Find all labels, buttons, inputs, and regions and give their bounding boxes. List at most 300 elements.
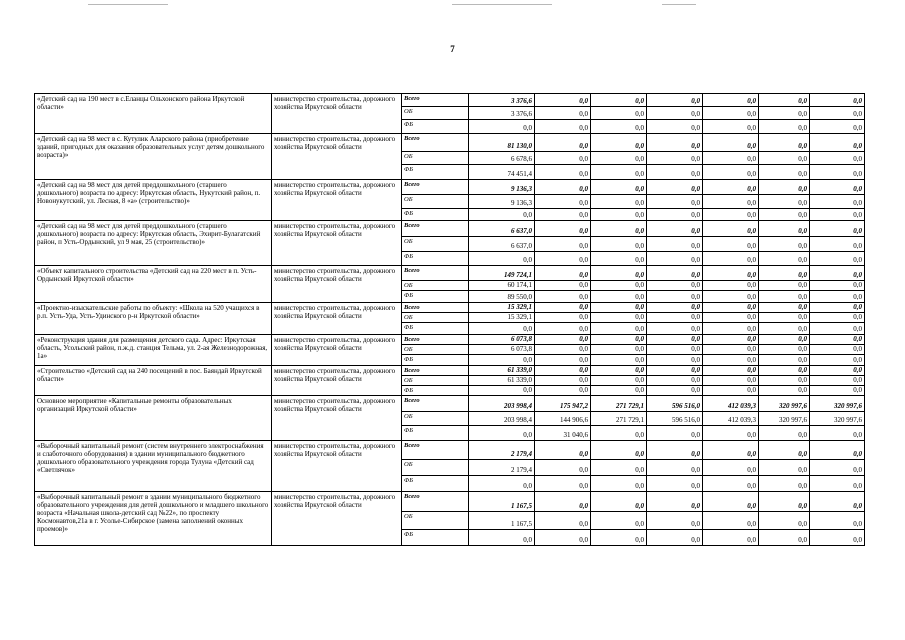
- amount-cell: 0,0: [591, 386, 647, 396]
- amount-cell: 596 516,0: [647, 412, 703, 426]
- funding-source: ФБ: [402, 530, 469, 546]
- amount-cell: 0,0: [759, 386, 810, 396]
- funding-source: ФБ: [402, 291, 469, 303]
- amount-cell: 0,0: [810, 313, 865, 323]
- amount-cell: 2 179,4: [469, 460, 535, 476]
- funding-source: ОБ: [402, 412, 469, 426]
- amount-cell: 0,0: [647, 195, 703, 209]
- amount-cell: 0,0: [591, 530, 647, 546]
- funding-source: ОБ: [402, 237, 469, 252]
- amount-cell: 0,0: [810, 180, 865, 195]
- amount-cell: 0,0: [469, 120, 535, 134]
- amount-cell: 0,0: [591, 441, 647, 460]
- amount-cell: 0,0: [647, 221, 703, 237]
- amount-cell: 0,0: [759, 366, 810, 376]
- amount-cell: 0,0: [647, 134, 703, 152]
- funding-table: [34, 93, 865, 546]
- scan-artifact: [662, 4, 696, 5]
- responsible-executor: министерство строительства, дорожного хозяйства Иркутской области: [272, 441, 402, 492]
- amount-cell: 0,0: [647, 237, 703, 252]
- amount-cell: 0,0: [759, 426, 810, 441]
- amount-cell: 175 947,2: [535, 396, 591, 412]
- amount-cell: 0,0: [591, 335, 647, 345]
- amount-cell: 0,0: [759, 195, 810, 209]
- amount-cell: 0,0: [703, 323, 759, 335]
- table-row: [35, 396, 865, 412]
- amount-cell: 0,0: [591, 345, 647, 355]
- amount-cell: 320 997,6: [759, 412, 810, 426]
- amount-cell: 0,0: [591, 165, 647, 180]
- table-row: [35, 180, 865, 195]
- amount-cell: 0,0: [647, 291, 703, 303]
- table-row: [35, 303, 865, 313]
- amount-cell: 0,0: [647, 335, 703, 345]
- scan-artifact: [88, 4, 168, 5]
- amount-cell: 6 637,0: [469, 237, 535, 252]
- amount-cell: 0,0: [647, 355, 703, 366]
- amount-cell: 0,0: [647, 180, 703, 195]
- amount-cell: 0,0: [647, 281, 703, 291]
- amount-cell: 0,0: [759, 107, 810, 120]
- funding-source: Всего: [402, 303, 469, 313]
- amount-cell: 0,0: [535, 221, 591, 237]
- amount-cell: 0,0: [759, 134, 810, 152]
- amount-cell: 0,0: [759, 441, 810, 460]
- amount-cell: 0,0: [535, 237, 591, 252]
- funding-source: ФБ: [402, 386, 469, 396]
- amount-cell: 0,0: [810, 512, 865, 530]
- amount-cell: 0,0: [591, 366, 647, 376]
- amount-cell: 0,0: [647, 94, 703, 107]
- amount-cell: 89 550,0: [469, 291, 535, 303]
- project-name: «Детский сад на 98 мест для детей преддошкольного (старшего дошкольного) возраста по адресу: Иркутская область, Эхирит-Булагатский район, п Усть-Ордынский, ул 9 мая, 25 (строительство)»: [35, 221, 272, 266]
- amount-cell: 271 729,1: [591, 396, 647, 412]
- amount-cell: 2 179,4: [469, 441, 535, 460]
- amount-cell: 0,0: [647, 512, 703, 530]
- amount-cell: 0,0: [759, 476, 810, 492]
- funding-source: ОБ: [402, 313, 469, 323]
- table-body: [35, 94, 865, 546]
- amount-cell: 320 997,6: [759, 396, 810, 412]
- amount-cell: 0,0: [703, 94, 759, 107]
- amount-cell: 0,0: [591, 460, 647, 476]
- project-name: «Объект капитального строительства «Детский сад на 220 мест в п. Усть-Ордынский Иркутской области»: [35, 266, 272, 303]
- amount-cell: 0,0: [703, 195, 759, 209]
- amount-cell: 0,0: [647, 152, 703, 165]
- amount-cell: 0,0: [703, 152, 759, 165]
- amount-cell: 0,0: [647, 323, 703, 335]
- amount-cell: 0,0: [647, 303, 703, 313]
- project-name: «Выборочный капитальный ремонт (систем внутреннего электроснабжения и слаботочного оборудования) в здании муниципального бюджетного дошкольного образовательного учреждения города Тулуна «Детский сад «Светлячок»: [35, 441, 272, 492]
- amount-cell: 0,0: [759, 120, 810, 134]
- responsible-executor: министерство строительства, дорожного хозяйства Иркутской области: [272, 266, 402, 303]
- amount-cell: 61 339,0: [469, 366, 535, 376]
- amount-cell: 0,0: [703, 252, 759, 266]
- amount-cell: 0,0: [591, 291, 647, 303]
- funding-source: Всего: [402, 266, 469, 281]
- funding-source: ФБ: [402, 476, 469, 492]
- amount-cell: 0,0: [810, 152, 865, 165]
- amount-cell: 320 997,6: [810, 396, 865, 412]
- amount-cell: 0,0: [703, 460, 759, 476]
- amount-cell: 0,0: [759, 94, 810, 107]
- amount-cell: 0,0: [759, 180, 810, 195]
- amount-cell: 1 167,5: [469, 512, 535, 530]
- amount-cell: 0,0: [759, 165, 810, 180]
- amount-cell: 0,0: [759, 313, 810, 323]
- amount-cell: 0,0: [810, 323, 865, 335]
- amount-cell: 0,0: [535, 266, 591, 281]
- amount-cell: 0,0: [591, 180, 647, 195]
- funding-source: ОБ: [402, 345, 469, 355]
- funding-source: Всего: [402, 441, 469, 460]
- project-name: «Выборочный капитальный ремонт в здании муниципального бюджетного образовательного учреждения для детей дошкольного и младшего школьного возраста «Начальная школа-детский сад №22», по проспекту Космонавтов,21а в г. Усолье-Сибирское (замена заполнений оконных проемов)»: [35, 492, 272, 546]
- responsible-executor: министерство строительства, дорожного хозяйства Иркутской области: [272, 396, 402, 441]
- amount-cell: 0,0: [810, 237, 865, 252]
- scan-artifact: [452, 4, 552, 5]
- amount-cell: 0,0: [810, 441, 865, 460]
- amount-cell: 0,0: [703, 313, 759, 323]
- amount-cell: 0,0: [810, 195, 865, 209]
- amount-cell: 0,0: [591, 512, 647, 530]
- amount-cell: 0,0: [591, 134, 647, 152]
- amount-cell: 0,0: [647, 120, 703, 134]
- amount-cell: 203 998,4: [469, 412, 535, 426]
- amount-cell: 0,0: [810, 107, 865, 120]
- amount-cell: 0,0: [469, 530, 535, 546]
- amount-cell: 0,0: [535, 107, 591, 120]
- amount-cell: 0,0: [591, 266, 647, 281]
- amount-cell: 0,0: [703, 180, 759, 195]
- amount-cell: 9 136,3: [469, 180, 535, 195]
- funding-source: ФБ: [402, 252, 469, 266]
- funding-source: ОБ: [402, 460, 469, 476]
- amount-cell: 0,0: [591, 492, 647, 512]
- table-row: [35, 366, 865, 376]
- amount-cell: 271 729,1: [591, 412, 647, 426]
- amount-cell: 0,0: [535, 152, 591, 165]
- amount-cell: 0,0: [703, 134, 759, 152]
- amount-cell: 31 040,6: [535, 426, 591, 441]
- amount-cell: 0,0: [647, 492, 703, 512]
- project-name: «Детский сад на 98 мест в с. Кутулик Аларского района (приобретение зданий, пригодных для оказания образовательных услуг детям дошкольного возраста)»: [35, 134, 272, 180]
- amount-cell: 0,0: [703, 426, 759, 441]
- amount-cell: 0,0: [591, 252, 647, 266]
- funding-source: ФБ: [402, 120, 469, 134]
- table-row: [35, 94, 865, 107]
- amount-cell: 0,0: [535, 281, 591, 291]
- amount-cell: 0,0: [535, 120, 591, 134]
- funding-source: Всего: [402, 335, 469, 345]
- amount-cell: 0,0: [810, 345, 865, 355]
- project-name: «Детский сад на 190 мест в с.Еланцы Ольхонского района Иркутской области»: [35, 94, 272, 134]
- amount-cell: 0,0: [759, 530, 810, 546]
- amount-cell: 0,0: [535, 313, 591, 323]
- funding-source: ФБ: [402, 209, 469, 221]
- amount-cell: 0,0: [591, 323, 647, 335]
- amount-cell: 6 073,8: [469, 335, 535, 345]
- amount-cell: 0,0: [810, 303, 865, 313]
- amount-cell: 412 039,3: [703, 396, 759, 412]
- amount-cell: 0,0: [810, 460, 865, 476]
- amount-cell: 0,0: [810, 386, 865, 396]
- amount-cell: 0,0: [591, 221, 647, 237]
- amount-cell: 0,0: [535, 492, 591, 512]
- amount-cell: 0,0: [759, 355, 810, 366]
- amount-cell: 0,0: [810, 530, 865, 546]
- table-row: [35, 266, 865, 281]
- amount-cell: 0,0: [703, 345, 759, 355]
- amount-cell: 0,0: [703, 221, 759, 237]
- funding-source: Всего: [402, 366, 469, 376]
- funding-source: Всего: [402, 134, 469, 152]
- responsible-executor: министерство строительства, дорожного хозяйства Иркутской области: [272, 180, 402, 221]
- amount-cell: 0,0: [759, 237, 810, 252]
- amount-cell: 0,0: [810, 165, 865, 180]
- table-row: [35, 335, 865, 345]
- amount-cell: 0,0: [759, 152, 810, 165]
- amount-cell: 0,0: [591, 313, 647, 323]
- amount-cell: 0,0: [810, 120, 865, 134]
- table-row: [35, 221, 865, 237]
- amount-cell: 0,0: [703, 492, 759, 512]
- amount-cell: 0,0: [591, 376, 647, 386]
- amount-cell: 0,0: [647, 345, 703, 355]
- amount-cell: 9 136,3: [469, 195, 535, 209]
- amount-cell: 0,0: [703, 476, 759, 492]
- amount-cell: 0,0: [535, 335, 591, 345]
- amount-cell: 0,0: [647, 266, 703, 281]
- amount-cell: 0,0: [810, 291, 865, 303]
- amount-cell: 0,0: [535, 303, 591, 313]
- amount-cell: 0,0: [647, 386, 703, 396]
- amount-cell: 0,0: [535, 366, 591, 376]
- funding-source: Всего: [402, 396, 469, 412]
- funding-source: Всего: [402, 180, 469, 195]
- amount-cell: 0,0: [703, 376, 759, 386]
- amount-cell: 0,0: [810, 252, 865, 266]
- amount-cell: 0,0: [535, 512, 591, 530]
- project-name: Основное мероприятие «Капитальные ремонты образовательных организаций Иркутской области»: [35, 396, 272, 441]
- amount-cell: 0,0: [647, 426, 703, 441]
- funding-source: ФБ: [402, 165, 469, 180]
- amount-cell: 0,0: [591, 107, 647, 120]
- amount-cell: 203 998,4: [469, 396, 535, 412]
- amount-cell: 15 329,1: [469, 313, 535, 323]
- table-row: [35, 441, 865, 460]
- amount-cell: 0,0: [591, 94, 647, 107]
- amount-cell: 0,0: [535, 195, 591, 209]
- amount-cell: 0,0: [703, 266, 759, 281]
- amount-cell: 0,0: [703, 281, 759, 291]
- funding-source: ОБ: [402, 281, 469, 291]
- amount-cell: 149 724,1: [469, 266, 535, 281]
- amount-cell: 60 174,1: [469, 281, 535, 291]
- amount-cell: 0,0: [810, 426, 865, 441]
- amount-cell: 0,0: [469, 252, 535, 266]
- amount-cell: 0,0: [469, 476, 535, 492]
- amount-cell: 0,0: [535, 355, 591, 366]
- amount-cell: 0,0: [810, 94, 865, 107]
- responsible-executor: министерство строительства, дорожного хозяйства Иркутской области: [272, 221, 402, 266]
- amount-cell: 0,0: [810, 376, 865, 386]
- amount-cell: 0,0: [535, 530, 591, 546]
- amount-cell: 0,0: [535, 386, 591, 396]
- amount-cell: 0,0: [591, 195, 647, 209]
- amount-cell: 0,0: [535, 476, 591, 492]
- amount-cell: 0,0: [535, 323, 591, 335]
- project-name: «Реконструкция здания для размещения детского сада. Адрес: Иркутская область, Усольский район, п.ж.д. станция Тельма, ул. 2-ая Железнодорожная, 1а»: [35, 335, 272, 366]
- amount-cell: 15 329,1: [469, 303, 535, 313]
- amount-cell: 0,0: [759, 252, 810, 266]
- amount-cell: 6 678,6: [469, 152, 535, 165]
- amount-cell: 0,0: [591, 281, 647, 291]
- amount-cell: 0,0: [759, 303, 810, 313]
- amount-cell: 0,0: [535, 441, 591, 460]
- amount-cell: 0,0: [810, 134, 865, 152]
- amount-cell: 0,0: [703, 441, 759, 460]
- funding-source: ФБ: [402, 426, 469, 441]
- responsible-executor: министерство строительства, дорожного хозяйства Иркутской области: [272, 134, 402, 180]
- amount-cell: 0,0: [759, 335, 810, 345]
- funding-source: ОБ: [402, 512, 469, 530]
- amount-cell: 0,0: [703, 165, 759, 180]
- amount-cell: 0,0: [647, 107, 703, 120]
- amount-cell: 0,0: [535, 180, 591, 195]
- amount-cell: 0,0: [647, 366, 703, 376]
- amount-cell: 0,0: [591, 237, 647, 252]
- amount-cell: 412 039,3: [703, 412, 759, 426]
- funding-source: Всего: [402, 94, 469, 107]
- project-name: «Детский сад на 98 мест для детей преддошкольного (старшего дошкольного) возраста по адресу: Иркутская область, Нукутский район, п. Новонукутский, ул. Лесная, 8 «а» (строительство)»: [35, 180, 272, 221]
- page-number: 7: [450, 44, 455, 54]
- amount-cell: 0,0: [759, 512, 810, 530]
- amount-cell: 0,0: [759, 376, 810, 386]
- amount-cell: 0,0: [810, 209, 865, 221]
- amount-cell: 0,0: [591, 426, 647, 441]
- funding-source: ОБ: [402, 107, 469, 120]
- amount-cell: 0,0: [703, 512, 759, 530]
- amount-cell: 0,0: [647, 460, 703, 476]
- funding-source: ФБ: [402, 355, 469, 366]
- amount-cell: 0,0: [759, 266, 810, 281]
- amount-cell: 0,0: [535, 345, 591, 355]
- amount-cell: 0,0: [591, 355, 647, 366]
- amount-cell: 0,0: [703, 291, 759, 303]
- amount-cell: 0,0: [810, 355, 865, 366]
- amount-cell: 0,0: [469, 426, 535, 441]
- amount-cell: 0,0: [591, 209, 647, 221]
- amount-cell: 0,0: [810, 492, 865, 512]
- table-row: [35, 134, 865, 152]
- amount-cell: 6 637,0: [469, 221, 535, 237]
- funding-source: ФБ: [402, 323, 469, 335]
- responsible-executor: министерство строительства, дорожного хозяйства Иркутской области: [272, 303, 402, 335]
- funding-source: ОБ: [402, 376, 469, 386]
- amount-cell: 0,0: [703, 366, 759, 376]
- amount-cell: 0,0: [469, 209, 535, 221]
- amount-cell: 0,0: [703, 209, 759, 221]
- amount-cell: 0,0: [535, 460, 591, 476]
- amount-cell: 0,0: [647, 376, 703, 386]
- amount-cell: 0,0: [591, 152, 647, 165]
- amount-cell: 0,0: [703, 355, 759, 366]
- project-name: «Проектно-изыскательские работы по объекту: «Школа на 520 учащихся в р.п. Усть-Уда, Усть-Удинского р-н Иркутской области»: [35, 303, 272, 335]
- responsible-executor: министерство строительства, дорожного хозяйства Иркутской области: [272, 335, 402, 366]
- amount-cell: 0,0: [759, 492, 810, 512]
- amount-cell: 0,0: [759, 209, 810, 221]
- amount-cell: 0,0: [810, 476, 865, 492]
- amount-cell: 0,0: [810, 366, 865, 376]
- amount-cell: 0,0: [591, 120, 647, 134]
- responsible-executor: министерство строительства, дорожного хозяйства Иркутской области: [272, 492, 402, 546]
- funding-source: ОБ: [402, 195, 469, 209]
- amount-cell: 0,0: [759, 323, 810, 335]
- amount-cell: 0,0: [469, 323, 535, 335]
- amount-cell: 0,0: [759, 345, 810, 355]
- amount-cell: 0,0: [647, 313, 703, 323]
- amount-cell: 61 339,0: [469, 376, 535, 386]
- amount-cell: 596 516,0: [647, 396, 703, 412]
- amount-cell: 0,0: [703, 120, 759, 134]
- amount-cell: 0,0: [535, 291, 591, 303]
- amount-cell: 0,0: [703, 335, 759, 345]
- amount-cell: 0,0: [535, 134, 591, 152]
- amount-cell: 0,0: [591, 303, 647, 313]
- amount-cell: 0,0: [535, 209, 591, 221]
- amount-cell: 0,0: [469, 355, 535, 366]
- amount-cell: 0,0: [703, 237, 759, 252]
- amount-cell: 0,0: [810, 221, 865, 237]
- amount-cell: 0,0: [703, 386, 759, 396]
- amount-cell: 0,0: [535, 165, 591, 180]
- funding-source: Всего: [402, 492, 469, 512]
- amount-cell: 0,0: [703, 107, 759, 120]
- amount-cell: 74 451,4: [469, 165, 535, 180]
- amount-cell: 0,0: [810, 266, 865, 281]
- amount-cell: 0,0: [759, 281, 810, 291]
- amount-cell: 0,0: [647, 441, 703, 460]
- responsible-executor: министерство строительства, дорожного хозяйства Иркутской области: [272, 366, 402, 396]
- amount-cell: 0,0: [810, 281, 865, 291]
- funding-source: ОБ: [402, 152, 469, 165]
- amount-cell: 0,0: [703, 530, 759, 546]
- amount-cell: 0,0: [535, 94, 591, 107]
- amount-cell: 0,0: [647, 209, 703, 221]
- amount-cell: 0,0: [535, 252, 591, 266]
- amount-cell: 81 130,0: [469, 134, 535, 152]
- amount-cell: 0,0: [759, 291, 810, 303]
- amount-cell: 0,0: [647, 476, 703, 492]
- amount-cell: 0,0: [647, 530, 703, 546]
- amount-cell: 0,0: [469, 386, 535, 396]
- table-row: [35, 492, 865, 512]
- amount-cell: 0,0: [591, 476, 647, 492]
- amount-cell: 3 376,6: [469, 94, 535, 107]
- amount-cell: 0,0: [647, 252, 703, 266]
- amount-cell: 0,0: [759, 460, 810, 476]
- amount-cell: 0,0: [535, 376, 591, 386]
- amount-cell: 144 906,6: [535, 412, 591, 426]
- funding-source: Всего: [402, 221, 469, 237]
- amount-cell: 320 997,6: [810, 412, 865, 426]
- amount-cell: 1 167,5: [469, 492, 535, 512]
- amount-cell: 3 376,6: [469, 107, 535, 120]
- amount-cell: 0,0: [647, 165, 703, 180]
- amount-cell: 0,0: [810, 335, 865, 345]
- responsible-executor: министерство строительства, дорожного хозяйства Иркутской области: [272, 94, 402, 134]
- project-name: «Строительство «Детский сад на 240 посещений в пос. Баяндай Иркутской области»: [35, 366, 272, 396]
